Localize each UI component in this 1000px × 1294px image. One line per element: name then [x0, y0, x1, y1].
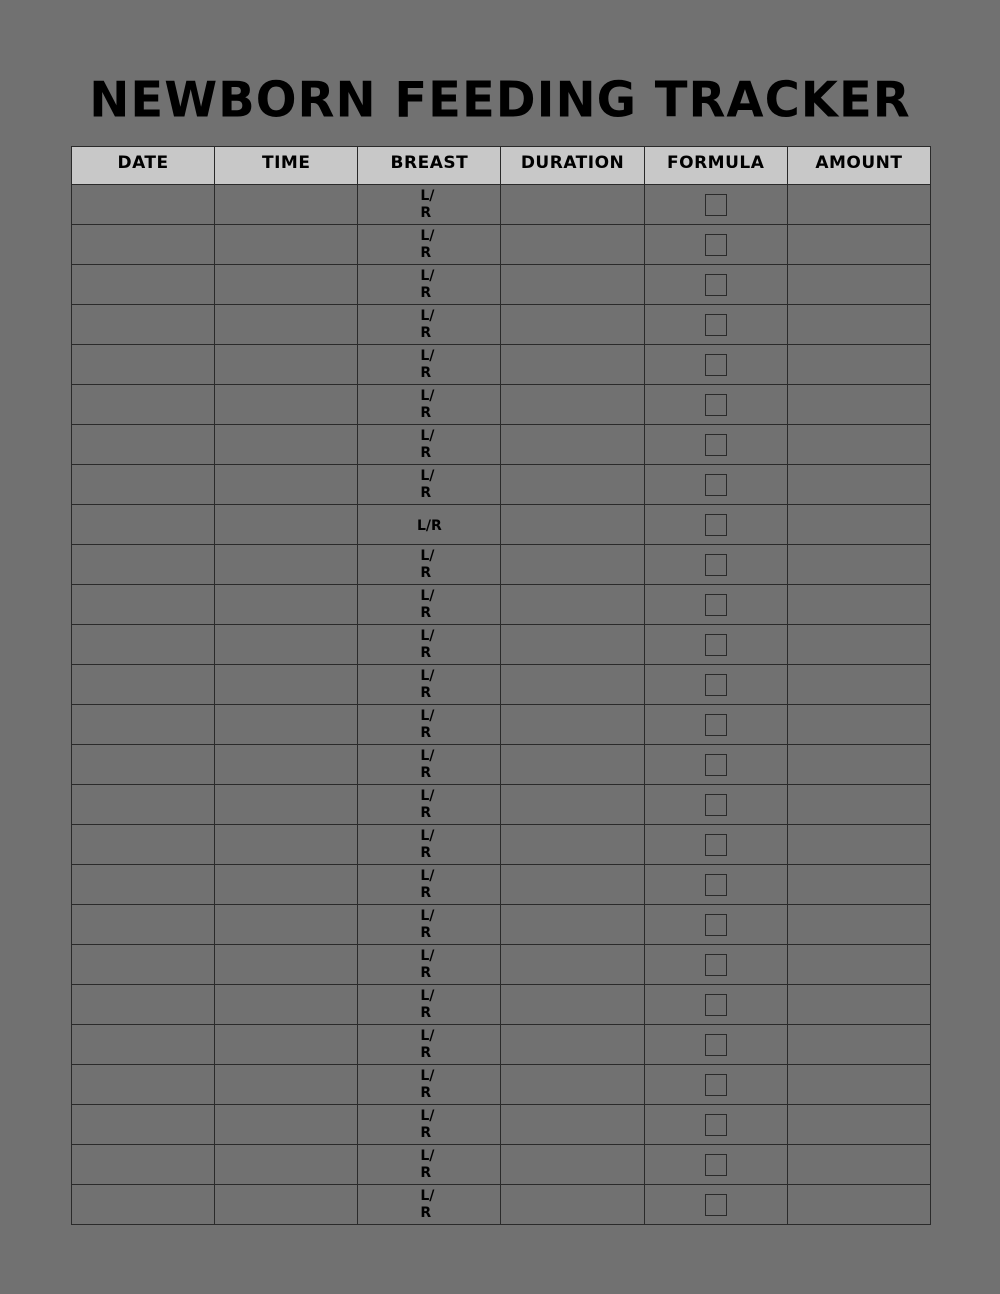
duration-cell[interactable] — [501, 225, 644, 265]
formula-checkbox[interactable] — [705, 354, 727, 376]
breast-cell[interactable] — [358, 1025, 501, 1065]
breast-side-label: L/R — [420, 787, 435, 821]
time-cell[interactable] — [215, 185, 358, 225]
formula-checkbox[interactable] — [705, 674, 727, 696]
table-row — [72, 265, 931, 305]
formula-checkbox[interactable] — [705, 594, 727, 616]
table-row — [72, 1185, 931, 1225]
table-row — [72, 865, 931, 905]
table-body — [72, 185, 931, 1225]
date-cell[interactable] — [72, 345, 215, 385]
amount-cell[interactable] — [787, 1145, 930, 1185]
formula-cell — [644, 1105, 787, 1145]
breast-side-label: L/R — [420, 627, 435, 661]
amount-cell[interactable] — [787, 305, 930, 345]
breast-cell[interactable] — [358, 625, 501, 665]
breast-side-label: L/R — [420, 1187, 435, 1221]
formula-checkbox[interactable] — [705, 514, 727, 536]
formula-checkbox[interactable] — [705, 714, 727, 736]
breast-side-label: L/R — [420, 267, 435, 301]
breast-side-label: L/R — [420, 1107, 435, 1141]
formula-cell — [644, 1065, 787, 1105]
duration-cell[interactable] — [501, 825, 644, 865]
duration-cell[interactable] — [501, 465, 644, 505]
formula-checkbox[interactable] — [705, 314, 727, 336]
duration-cell[interactable] — [501, 985, 644, 1025]
date-cell[interactable] — [72, 465, 215, 505]
column-header-amount: AMOUNT — [787, 147, 930, 185]
amount-cell[interactable] — [787, 545, 930, 585]
date-cell[interactable] — [72, 865, 215, 905]
column-header-time: TIME — [215, 147, 358, 185]
date-cell[interactable] — [72, 905, 215, 945]
breast-cell[interactable] — [358, 905, 501, 945]
breast-side-label: L/R — [420, 227, 435, 261]
column-header-formula: FORMULA — [644, 147, 787, 185]
breast-cell[interactable] — [358, 1105, 501, 1145]
time-cell[interactable] — [215, 425, 358, 465]
amount-cell[interactable] — [787, 265, 930, 305]
breast-cell[interactable] — [358, 825, 501, 865]
table-row — [72, 585, 931, 625]
date-cell[interactable] — [72, 545, 215, 585]
breast-cell[interactable] — [358, 1065, 501, 1105]
duration-cell[interactable] — [501, 705, 644, 745]
breast-side-label: L/R — [420, 827, 435, 861]
formula-cell — [644, 385, 787, 425]
time-cell[interactable] — [215, 465, 358, 505]
formula-checkbox[interactable] — [705, 1154, 727, 1176]
column-header-date: DATE — [72, 147, 215, 185]
formula-checkbox[interactable] — [705, 874, 727, 896]
formula-cell — [644, 505, 787, 545]
date-cell[interactable] — [72, 225, 215, 265]
duration-cell[interactable] — [501, 1065, 644, 1105]
breast-cell[interactable] — [358, 745, 501, 785]
formula-cell — [644, 785, 787, 825]
duration-cell[interactable] — [501, 185, 644, 225]
amount-cell[interactable] — [787, 705, 930, 745]
date-cell[interactable] — [72, 985, 215, 1025]
formula-cell — [644, 585, 787, 625]
breast-side-label: L/R — [420, 547, 435, 581]
table-row — [72, 545, 931, 585]
date-cell[interactable] — [72, 505, 215, 545]
breast-side-label: L/R — [420, 1027, 435, 1061]
breast-side-label: L/R — [420, 467, 435, 501]
breast-cell[interactable] — [358, 585, 501, 625]
duration-cell[interactable] — [501, 505, 644, 545]
formula-cell — [644, 985, 787, 1025]
table-row — [72, 625, 931, 665]
formula-cell — [644, 265, 787, 305]
date-cell[interactable] — [72, 665, 215, 705]
time-cell[interactable] — [215, 1145, 358, 1185]
amount-cell[interactable] — [787, 825, 930, 865]
formula-checkbox[interactable] — [705, 954, 727, 976]
formula-cell — [644, 1025, 787, 1065]
table-row — [72, 665, 931, 705]
time-cell[interactable] — [215, 345, 358, 385]
time-cell[interactable] — [215, 1065, 358, 1105]
time-cell[interactable] — [215, 265, 358, 305]
date-cell[interactable] — [72, 305, 215, 345]
amount-cell[interactable] — [787, 185, 930, 225]
table-row — [72, 1065, 931, 1105]
amount-cell[interactable] — [787, 625, 930, 665]
breast-side-label: L/R — [420, 387, 435, 421]
time-cell[interactable] — [215, 1105, 358, 1145]
duration-cell[interactable] — [501, 745, 644, 785]
duration-cell[interactable] — [501, 1185, 644, 1225]
amount-cell[interactable] — [787, 1065, 930, 1105]
duration-cell[interactable] — [501, 665, 644, 705]
formula-cell — [644, 865, 787, 905]
formula-cell — [644, 625, 787, 665]
formula-checkbox[interactable] — [705, 194, 727, 216]
date-cell[interactable] — [72, 705, 215, 745]
table-row — [72, 1025, 931, 1065]
date-cell[interactable] — [72, 1105, 215, 1145]
formula-cell — [644, 745, 787, 785]
feeding-log-table — [71, 146, 931, 1225]
time-cell[interactable] — [215, 865, 358, 905]
amount-cell[interactable] — [787, 225, 930, 265]
breast-cell[interactable] — [358, 1185, 501, 1225]
formula-checkbox[interactable] — [705, 274, 727, 296]
time-cell[interactable] — [215, 225, 358, 265]
table-row — [72, 345, 931, 385]
date-cell[interactable] — [72, 385, 215, 425]
duration-cell[interactable] — [501, 545, 644, 585]
duration-cell[interactable] — [501, 1105, 644, 1145]
breast-cell[interactable] — [358, 345, 501, 385]
table-row — [72, 305, 931, 345]
breast-cell[interactable] — [358, 505, 501, 545]
amount-cell[interactable] — [787, 985, 930, 1025]
time-cell[interactable] — [215, 505, 358, 545]
table-row — [72, 745, 931, 785]
breast-cell[interactable] — [358, 265, 501, 305]
date-cell[interactable] — [72, 1145, 215, 1185]
formula-checkbox[interactable] — [705, 794, 727, 816]
amount-cell[interactable] — [787, 1105, 930, 1145]
time-cell[interactable] — [215, 545, 358, 585]
formula-checkbox[interactable] — [705, 754, 727, 776]
time-cell[interactable] — [215, 665, 358, 705]
formula-cell — [644, 305, 787, 345]
duration-cell[interactable] — [501, 305, 644, 345]
formula-checkbox[interactable] — [705, 554, 727, 576]
duration-cell[interactable] — [501, 1145, 644, 1185]
table-row — [72, 985, 931, 1025]
date-cell[interactable] — [72, 1185, 215, 1225]
table-row — [72, 825, 931, 865]
duration-cell[interactable] — [501, 425, 644, 465]
amount-cell[interactable] — [787, 345, 930, 385]
formula-cell — [644, 665, 787, 705]
amount-cell[interactable] — [787, 865, 930, 905]
formula-cell — [644, 545, 787, 585]
time-cell[interactable] — [215, 985, 358, 1025]
time-cell[interactable] — [215, 625, 358, 665]
duration-cell[interactable] — [501, 865, 644, 905]
formula-checkbox[interactable] — [705, 1034, 727, 1056]
table-row — [72, 785, 931, 825]
time-cell[interactable] — [215, 1025, 358, 1065]
formula-checkbox[interactable] — [705, 1074, 727, 1096]
time-cell[interactable] — [215, 385, 358, 425]
page-title: NEWBORN FEEDING TRACKER — [89, 71, 911, 129]
duration-cell[interactable] — [501, 1025, 644, 1065]
date-cell[interactable] — [72, 825, 215, 865]
breast-side-label: L/R — [420, 427, 435, 461]
table-row — [72, 905, 931, 945]
amount-cell[interactable] — [787, 665, 930, 705]
table-row — [72, 185, 931, 225]
amount-cell[interactable] — [787, 785, 930, 825]
breast-side-label: L/R — [420, 307, 435, 341]
amount-cell[interactable] — [787, 945, 930, 985]
formula-cell — [644, 1185, 787, 1225]
formula-checkbox[interactable] — [705, 474, 727, 496]
time-cell[interactable] — [215, 945, 358, 985]
breast-cell[interactable] — [358, 985, 501, 1025]
breast-cell[interactable] — [358, 385, 501, 425]
date-cell[interactable] — [72, 745, 215, 785]
duration-cell[interactable] — [501, 585, 644, 625]
amount-cell[interactable] — [787, 585, 930, 625]
formula-checkbox[interactable] — [705, 994, 727, 1016]
date-cell[interactable] — [72, 945, 215, 985]
breast-side-label: L/R — [420, 947, 435, 981]
duration-cell[interactable] — [501, 385, 644, 425]
formula-checkbox[interactable] — [705, 434, 727, 456]
time-cell[interactable] — [215, 1185, 358, 1225]
duration-cell[interactable] — [501, 625, 644, 665]
formula-checkbox[interactable] — [705, 914, 727, 936]
formula-cell — [644, 905, 787, 945]
breast-cell[interactable] — [358, 1145, 501, 1185]
table-header-row — [72, 147, 931, 185]
time-cell[interactable] — [215, 825, 358, 865]
formula-cell — [644, 1145, 787, 1185]
formula-cell — [644, 185, 787, 225]
date-cell[interactable] — [72, 625, 215, 665]
formula-cell — [644, 945, 787, 985]
amount-cell[interactable] — [787, 745, 930, 785]
breast-side-label: L/R — [420, 867, 435, 901]
breast-side-label: L/R — [420, 1147, 435, 1181]
breast-side-label: L/R — [420, 747, 435, 781]
breast-side-label: L/R — [420, 907, 435, 941]
table-row — [72, 425, 931, 465]
formula-cell — [644, 705, 787, 745]
breast-side-label: L/R — [420, 1067, 435, 1101]
duration-cell[interactable] — [501, 945, 644, 985]
column-header-duration: DURATION — [501, 147, 644, 185]
date-cell[interactable] — [72, 585, 215, 625]
breast-side-label: L/R — [416, 517, 442, 534]
formula-checkbox[interactable] — [705, 634, 727, 656]
formula-cell — [644, 825, 787, 865]
formula-cell — [644, 465, 787, 505]
formula-checkbox[interactable] — [705, 1194, 727, 1216]
amount-cell[interactable] — [787, 1025, 930, 1065]
breast-cell[interactable] — [358, 785, 501, 825]
breast-cell[interactable] — [358, 945, 501, 985]
breast-cell[interactable] — [358, 425, 501, 465]
formula-cell — [644, 225, 787, 265]
formula-checkbox[interactable] — [705, 1114, 727, 1136]
formula-cell — [644, 345, 787, 385]
breast-side-label: L/R — [420, 347, 435, 381]
date-cell[interactable] — [72, 1025, 215, 1065]
breast-cell[interactable] — [358, 185, 501, 225]
duration-cell[interactable] — [501, 265, 644, 305]
time-cell[interactable] — [215, 305, 358, 345]
breast-side-label: L/R — [420, 707, 435, 741]
date-cell[interactable] — [72, 785, 215, 825]
date-cell[interactable] — [72, 265, 215, 305]
duration-cell[interactable] — [501, 785, 644, 825]
breast-cell[interactable] — [358, 705, 501, 745]
breast-side-label: L/R — [420, 987, 435, 1021]
formula-cell — [644, 425, 787, 465]
breast-cell[interactable] — [358, 665, 501, 705]
table-row — [72, 945, 931, 985]
table-row — [72, 225, 931, 265]
duration-cell[interactable] — [501, 905, 644, 945]
breast-cell[interactable] — [358, 545, 501, 585]
amount-cell[interactable] — [787, 905, 930, 945]
table-row — [72, 505, 931, 545]
formula-checkbox[interactable] — [705, 834, 727, 856]
table-row — [72, 705, 931, 745]
breast-cell[interactable] — [358, 865, 501, 905]
amount-cell[interactable] — [787, 1185, 930, 1225]
table-row — [72, 1145, 931, 1185]
date-cell[interactable] — [72, 1065, 215, 1105]
date-cell[interactable] — [72, 185, 215, 225]
table-row — [72, 1105, 931, 1145]
time-cell[interactable] — [215, 585, 358, 625]
time-cell[interactable] — [215, 785, 358, 825]
time-cell[interactable] — [215, 905, 358, 945]
breast-side-label: L/R — [420, 587, 435, 621]
time-cell[interactable] — [215, 745, 358, 785]
breast-side-label: L/R — [420, 187, 435, 221]
breast-side-label: L/R — [420, 667, 435, 701]
breast-cell[interactable] — [358, 305, 501, 345]
amount-cell[interactable] — [787, 385, 930, 425]
table-row — [72, 465, 931, 505]
time-cell[interactable] — [215, 705, 358, 745]
duration-cell[interactable] — [501, 345, 644, 385]
formula-checkbox[interactable] — [705, 234, 727, 256]
amount-cell[interactable] — [787, 505, 930, 545]
breast-cell[interactable] — [358, 225, 501, 265]
amount-cell[interactable] — [787, 425, 930, 465]
column-header-breast: BREAST — [358, 147, 501, 185]
table-row — [72, 385, 931, 425]
date-cell[interactable] — [72, 425, 215, 465]
breast-cell[interactable] — [358, 465, 501, 505]
formula-checkbox[interactable] — [705, 394, 727, 416]
amount-cell[interactable] — [787, 465, 930, 505]
